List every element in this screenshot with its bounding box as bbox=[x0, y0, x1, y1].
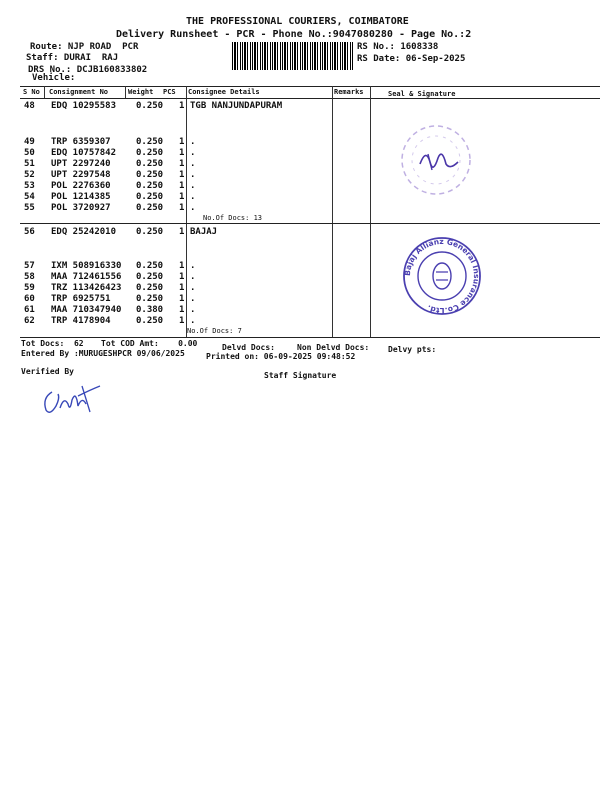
group-divider bbox=[20, 223, 600, 224]
non-delivered-docs: Non Delvd Docs: bbox=[297, 343, 370, 352]
header-bottom-rule bbox=[20, 98, 600, 99]
entered-by: Entered By :MURUGESHPCR 09/06/2025 bbox=[21, 349, 185, 358]
total-docs: Tot Docs: 62 bbox=[21, 339, 84, 348]
col-consignment: Consignment No bbox=[49, 88, 109, 96]
col-remarks: Remarks bbox=[334, 88, 364, 96]
consignee-col-line bbox=[186, 86, 187, 338]
printed-on: Printed on: 06-09-2025 09:48:52 bbox=[206, 352, 356, 361]
verified-by-label: Verified By bbox=[21, 367, 74, 376]
group1-doc-count: No.Of Docs: 13 bbox=[203, 214, 263, 222]
vehicle-text: Vehicle: bbox=[32, 73, 76, 83]
total-cod-amount: Tot COD Amt: 0.00 bbox=[101, 339, 198, 348]
route-text: Route: NJP ROAD PCR bbox=[30, 42, 139, 52]
rs-number: RS No.: 1608338 bbox=[357, 42, 439, 52]
rs-date: RS Date: 06-Sep-2025 bbox=[357, 54, 466, 64]
col-seal: Seal & Signature bbox=[388, 90, 456, 98]
col-sno: S No bbox=[23, 88, 40, 96]
seal-col-line bbox=[370, 86, 371, 338]
table-bottom-rule bbox=[20, 337, 600, 338]
seal-stamp-1 bbox=[398, 118, 478, 198]
delivered-docs: Delvd Docs: bbox=[222, 343, 275, 352]
runsheet-title: Delivery Runsheet - PCR - Phone No.:9047080280 - Page No.:2 bbox=[116, 29, 472, 40]
verifier-signature bbox=[38, 382, 108, 422]
drs-number: DRS No.: DCJB160833802 bbox=[28, 65, 148, 75]
svg-text:Bajaj Allianz General Insuranc: Bajaj Allianz General Insurance Co.Ltd. bbox=[402, 236, 482, 316]
remarks-col-line bbox=[332, 86, 333, 338]
group2-doc-count: No.Of Docs: 7 bbox=[187, 327, 242, 335]
header-top-rule bbox=[20, 86, 600, 87]
company-name: THE PROFESSIONAL COURIERS, COIMBATORE bbox=[186, 16, 409, 27]
barcode-image bbox=[232, 42, 354, 70]
staff-text: Staff: DURAI RAJ bbox=[26, 53, 119, 63]
delivery-points: Delvy pts: bbox=[388, 345, 437, 354]
seal-stamp-2 bbox=[398, 236, 494, 316]
col-pcs: PCS bbox=[163, 88, 176, 96]
staff-signature-label: Staff Signature bbox=[264, 371, 337, 380]
col-weight: Weight bbox=[128, 88, 154, 96]
col-consignee: Consignee Details bbox=[188, 88, 260, 96]
